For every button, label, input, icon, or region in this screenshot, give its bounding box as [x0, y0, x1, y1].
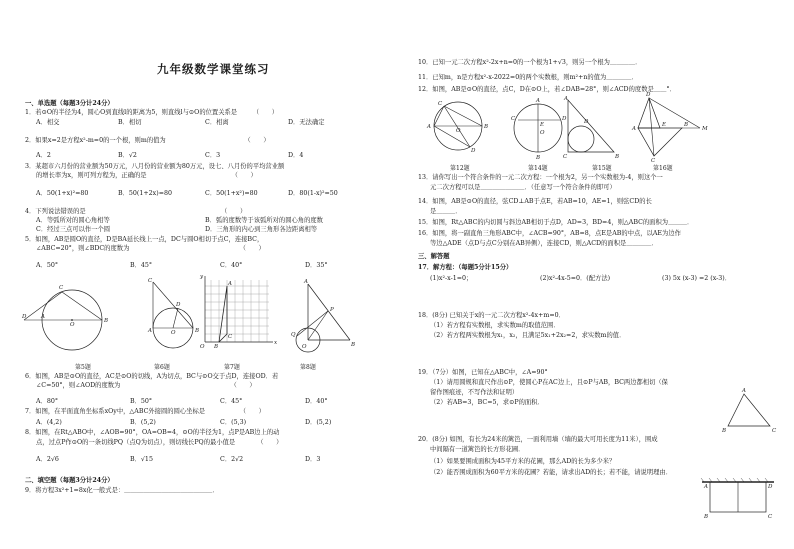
question-8-line2: 点，过点P作⊙O的一条切线PQ（点Q为切点），则切线长PQ的最小值是 （ ）: [36, 439, 283, 446]
question-5-line1: 5．如图，AB是圆O的直径，D是BA延长线上一点，DC与圆O相切于点C，连接BC，: [25, 236, 264, 243]
svg-text:C: C: [768, 514, 773, 520]
q6-option-d: D．40°: [305, 398, 328, 405]
q5-option-c: C．40°: [220, 262, 243, 269]
svg-text:D: D: [584, 119, 589, 125]
svg-text:D: D: [768, 484, 773, 490]
q1-option-d: D．无法确定: [288, 119, 325, 126]
question-20-line1: 20．(8分) 如图，有长为24米的篱笆，一面利用墙（墙的最大可用长度为11米），围成: [418, 436, 658, 443]
caption-fig-12: 第12题: [450, 165, 470, 172]
svg-text:E: E: [662, 122, 667, 128]
question-20-line2: 中间隔有一道篱笆的长方形花圃．: [430, 446, 525, 453]
question-4: 4．下列说法错误的是 （ ）: [25, 208, 247, 215]
q1-option-a: A．相交: [36, 119, 60, 126]
question-13-line2: 元二次方程可以是＿＿＿＿＿＿＿．（任意写一个符合条件的即可）: [430, 184, 616, 191]
svg-text:x: x: [274, 340, 278, 346]
q8-option-a: A．2√6: [36, 456, 59, 463]
svg-text:B: B: [484, 124, 489, 130]
svg-text:A: A: [536, 98, 540, 104]
q17-part-2: (2)x²-4x-5=0．(配方法): [540, 275, 611, 282]
q2-option-d: D．4: [288, 152, 304, 159]
svg-text:B: B: [615, 154, 620, 160]
svg-text:D: D: [176, 302, 181, 308]
question-14-line2: 是＿＿＿．: [430, 208, 462, 215]
figure-q5: [22, 278, 122, 358]
q3-option-a: A．50(1+x)²=80: [36, 190, 89, 197]
figure-q20: [700, 478, 780, 524]
q8-option-c: C．2√2: [220, 456, 244, 463]
question-18-line2: （1）若方程有实数根，求实数m的取值范围．: [430, 322, 560, 329]
q3-option-c: C．50(1+x²)=80: [205, 190, 258, 197]
question-6-line2: ∠C=50°，则∠AOD的度数为 （ ）: [36, 382, 256, 389]
section-solutions: 三、解答题: [418, 253, 450, 260]
caption-fig-7: 第7题: [224, 364, 240, 371]
question-9: 9．将方程3x²+1=8x化一般式是：＿＿＿＿＿＿＿＿＿＿＿＿＿＿．: [25, 487, 219, 494]
caption-fig-14: 第14题: [528, 165, 548, 172]
question-18-line3: （2）若方程两实数根为x₁，x₂，且满足5x₁+2x₂=2，求实数m的值．: [430, 332, 626, 339]
figure-q7: [197, 272, 277, 354]
q7-option-b: B．(5,2): [130, 419, 156, 426]
svg-text:B: B: [351, 342, 356, 348]
q6-option-a: A．80°: [36, 398, 59, 405]
figure-q14: [508, 98, 568, 161]
question-3-line1: 3．某超市六月份的营业额为50万元，八月份的营业额为80万元，设七、八月份的平均营业额: [25, 163, 285, 170]
question-7: 7．如图，在平面直角坐标系xOy中，△ABC外接圆的圆心坐标是 （ ）: [25, 408, 265, 415]
svg-text:O: O: [540, 130, 545, 136]
svg-text:A: A: [304, 279, 308, 285]
svg-text:B: B: [214, 344, 219, 350]
svg-text:A: A: [148, 328, 152, 334]
q2-option-a: A．2: [36, 152, 51, 159]
question-3-line2: 的增长率为x，则可列方程为，正确的是 （ ）: [36, 172, 257, 179]
svg-text:B: B: [195, 328, 200, 334]
question-14-line1: 14．如图，AB是⊙O的直径，弦CD⊥AB于点E，若AB=10，AE=1，则弦CD的长: [418, 198, 652, 205]
svg-text:O: O: [70, 322, 75, 328]
figure-q8: [288, 278, 358, 358]
caption-fig-16: 第16题: [653, 165, 673, 172]
svg-text:P: P: [330, 307, 334, 313]
svg-text:A: A: [704, 484, 708, 490]
svg-text:B: B: [722, 428, 727, 434]
q8-option-b: B．√15: [130, 456, 153, 463]
q2-option-b: B．√2: [118, 152, 137, 159]
svg-text:D: D: [646, 92, 651, 98]
svg-text:O: O: [456, 128, 461, 134]
svg-text:B: B: [536, 155, 541, 161]
question-6-line1: 6．如图，AB是⊙O的直径，AC是⊙O的切线，A为切点，BC与⊙O交于点D，连接OD．若: [25, 373, 279, 380]
q4-option-b: B．弧的度数等于该弧所对的圆心角的度数: [205, 217, 323, 224]
svg-text:D: D: [471, 148, 476, 154]
figure-q19: [722, 388, 782, 436]
q4-option-c: C．经过三点可以作一个圆: [36, 226, 111, 233]
q1-option-c: C．相离: [205, 119, 229, 126]
question-1: 1．若⊙O的半径为4，圆心O到直线l的距离为5，则直线l与⊙O的位置关系是 （ ）: [25, 109, 279, 116]
svg-text:Q: Q: [291, 332, 296, 338]
question-13-line1: 13．请你写出一个符合条件的一元二次方程：一个根为2，另一个实数根为-4，则这个一: [418, 174, 663, 181]
page-title: 九年级数学课堂练习: [157, 62, 270, 76]
svg-text:C: C: [772, 428, 777, 434]
figure-q12: [424, 98, 504, 158]
svg-text:C: C: [148, 278, 153, 284]
q5-option-d: D．35°: [305, 262, 328, 269]
question-19-line2: （1）请用圆规和直尺作出⊙P，使圆心P在AC边上，且⊙P与AB，BC两边都相切（保: [430, 379, 668, 386]
svg-text:C: C: [511, 116, 516, 122]
svg-text:C: C: [438, 101, 443, 107]
figure-q16: [632, 92, 712, 164]
q6-option-c: C．45°: [220, 398, 243, 405]
q17-part-3: (3) 5x (x-3) =2 (x-3)．: [662, 275, 732, 282]
q4-option-a: A．等弧所对的圆心角相等: [36, 217, 110, 224]
question-20-line4: （2）能否围成面积为60平方米的花圃？若能，请求出AD的长；若不能，请说明理由．: [430, 469, 673, 476]
q3-option-d: D．80(1-x)²=50: [288, 190, 338, 197]
svg-text:C: C: [59, 285, 64, 291]
q5-option-b: B．45°: [130, 262, 153, 269]
q5-option-a: A．50°: [36, 262, 59, 269]
svg-text:C: C: [228, 334, 233, 340]
q7-option-a: A．(4,2): [36, 419, 62, 426]
right-column: [400, 0, 794, 549]
question-11: 11．已知m，n是方程x²-x-2022=0的两个实数根，则m²+n的值为＿＿＿＿．: [418, 74, 638, 81]
svg-text:A: A: [742, 388, 746, 394]
svg-text:A: A: [41, 314, 45, 320]
question-10: 10．已知一元二次方程x²-2x+n=0的一个根为1+√3，则另一个根为＿＿＿＿．: [418, 59, 642, 66]
q8-option-d: D．3: [305, 456, 321, 463]
q7-option-c: C．(5,3): [220, 419, 247, 426]
q3-option-b: B．50(1+2x)=80: [118, 190, 172, 197]
svg-text:C: C: [651, 158, 656, 164]
question-15: 15．如图，Rt△ABC的内切圆与斜边AB相切于点D，AD=3，BD=4，则△ABC的面积为＿＿＿．: [418, 219, 694, 226]
question-20-line3: （1）如果要围成面积为45平方米的花圃，那么AD的长为多少米？: [430, 458, 616, 465]
svg-text:B: B: [704, 514, 709, 520]
section-single-choice: 一、单选题（每题3分计24分）: [25, 100, 114, 107]
q4-option-d: D．三角形的内心到三角形各边距离相等: [205, 226, 318, 233]
question-19-line4: （2）若AB=3，BC=5，求⊙P的面积．: [430, 399, 544, 406]
svg-text:D: D: [562, 116, 567, 122]
question-12: 12．如图，AB是⊙O的直径，点C，D在⊙O上，若∠DAB=28°，则∠ACD的度数是＿＿°．: [418, 86, 676, 93]
svg-text:O: O: [171, 330, 176, 336]
caption-fig-6: 第6题: [154, 364, 170, 371]
question-19-line1: 19．（7分）如图，已知在△ABC中，∠A=90°: [418, 369, 548, 376]
question-16-line1: 16．如图，将一副直角三角形ABC中，∠ACB=90°，AB=8，点E是AB的中点，以AE为边作: [418, 230, 681, 237]
svg-text:D: D: [22, 314, 27, 320]
svg-text:E: E: [540, 122, 545, 128]
q17-part-1: (1)x²-x-1=0；: [430, 275, 473, 282]
q6-option-b: B．50°: [130, 398, 153, 405]
q2-option-c: C．3: [205, 152, 221, 159]
question-19-line3: 留作图痕迹，不写作法和证明）: [430, 389, 519, 396]
question-5-line2: ∠ABC=20°，则∠BDC的度数为 （ ）: [36, 245, 265, 252]
q7-option-d: D．(5,2): [305, 419, 332, 426]
svg-text:A: A: [427, 124, 431, 130]
svg-text:A: A: [632, 126, 636, 132]
svg-text:y: y: [200, 274, 204, 280]
caption-fig-5: 第5题: [75, 364, 91, 371]
question-18-line1: 18．(8分) 已知关于x的一元二次方程x²-4x+m=0．: [418, 312, 565, 319]
svg-text:O: O: [302, 344, 307, 350]
svg-text:A: A: [564, 96, 568, 102]
svg-text:B: B: [104, 318, 109, 324]
svg-text:C: C: [563, 154, 568, 160]
svg-text:B: B: [684, 122, 689, 128]
question-8-line1: 8．如图，在Rt△ABO中，∠AOB=90°，OA=OB=4，⊙O的半径为1，点P是AB边上的动: [25, 429, 280, 436]
svg-text:O: O: [200, 344, 205, 350]
svg-text:M: M: [702, 126, 708, 132]
question-17: 17．解方程：（每题5分计15分）: [418, 264, 513, 271]
section-fill-blank: 二、填空题（每题3分计24分）: [25, 477, 114, 484]
question-2: 2．如果x=2是方程x²-m=0的一个根，则m的值为 （ ）: [25, 137, 270, 144]
caption-fig-15: 第15题: [592, 165, 612, 172]
q1-option-b: B．相切: [118, 119, 142, 126]
question-16-line2: 等边△ADE（点D与点C分别在AB异侧），连接CD，则△ACD的面积是＿＿＿＿．: [430, 240, 658, 247]
svg-text:A: A: [228, 281, 232, 287]
figure-q15: [562, 96, 622, 160]
caption-fig-8: 第8题: [300, 364, 316, 371]
